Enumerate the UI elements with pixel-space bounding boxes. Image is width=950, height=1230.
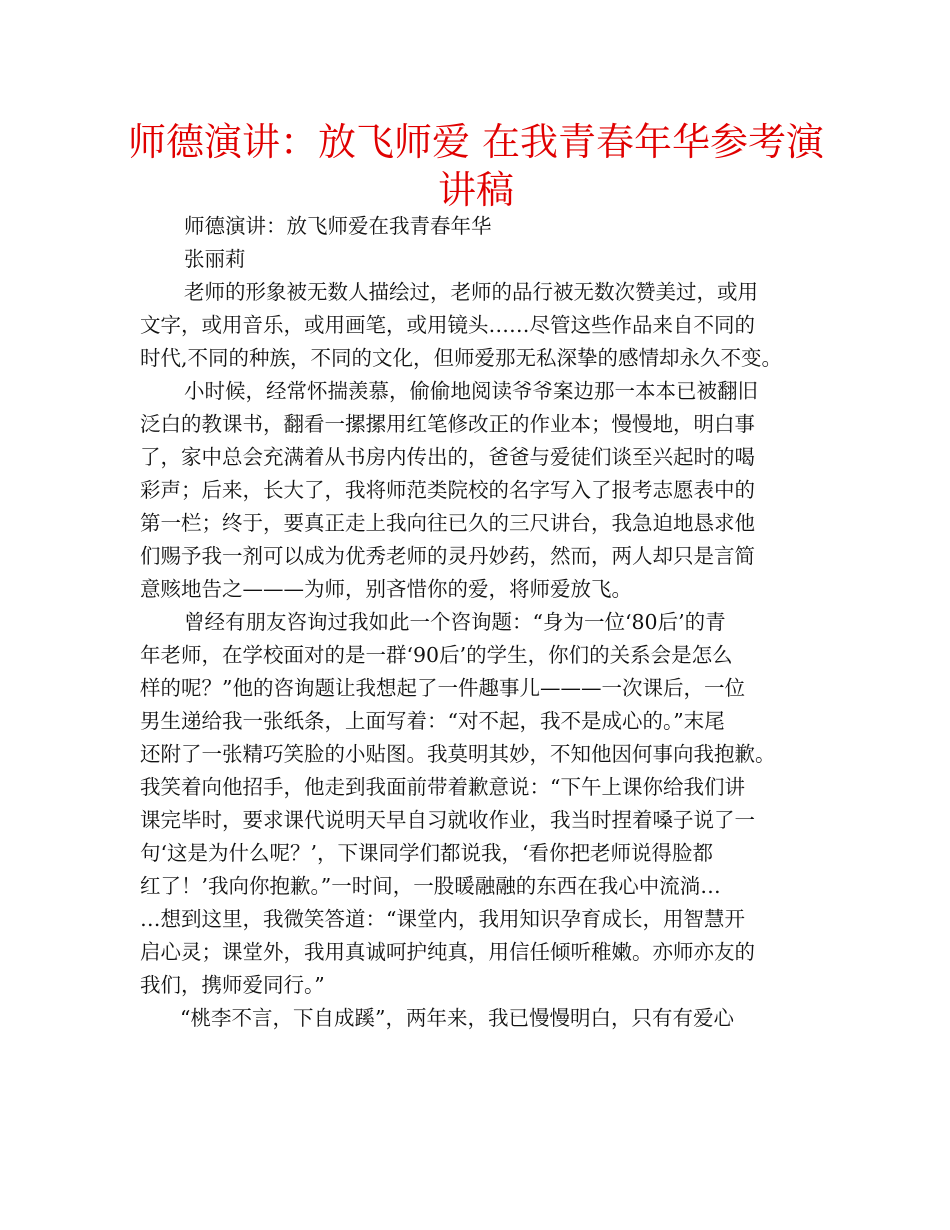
paragraph-3-line-6: 我笑着向他招手，他走到我面前带着歉意说：“下午上课你给我们讲: [140, 775, 745, 799]
paragraph-2-line-3: 了，家中总会充满着从书房内传出的，爸爸与爱徒们谈至兴起时的喝: [140, 445, 755, 469]
paragraph-1-line-3: 时代,不同的种族，不同的文化，但师爱那无私深挚的感情却永久不变。: [140, 346, 783, 370]
paragraph-3-line-7: 课完毕时，要求课代说明天早自习就收作业，我当时捏着嗓子说了一: [140, 808, 755, 832]
author-line: 张丽莉: [184, 247, 246, 271]
paragraph-3-line-5: 还附了一张精巧笑脸的小贴图。我莫明其妙，不知他因何事向我抱歉。: [140, 742, 776, 766]
paragraph-3-line-2: 年老师，在学校面对的是一群‘90后’的学生，你们的关系会是怎么: [140, 643, 733, 667]
paragraph-2-line-5: 第一栏；终于，要真正走上我向往已久的三尺讲台，我急迫地恳求他: [140, 511, 755, 535]
paragraph-2-line-4: 彩声；后来，长大了，我将师范类院校的名字写入了报考志愿表中的: [140, 478, 755, 502]
paragraph-3-line-11: 启心灵；课堂外，我用真诚呵护纯真，用信任倾听稚嫩。亦师亦友的: [140, 940, 755, 964]
paragraph-3-line-4: 男生递给我一张纸条，上面写着：“对不起，我不是成心的。”末尾: [140, 709, 725, 733]
paragraph-2-line-2: 泛白的教课书，翻看一摞摞用红笔修改正的作业本；慢慢地，明白事: [140, 412, 755, 436]
paragraph-3-line-1: 曾经有朋友咨询过我如此一个咨询题：“身为一位‘80后’的青: [184, 610, 726, 634]
paragraph-3-line-10: …想到这里，我微笑答道：“课堂内，我用知识孕育成长，用智慧开: [140, 907, 745, 931]
subtitle-line: 师德演讲：放飞师爱在我青春年华: [184, 214, 492, 238]
paragraph-1-line-2: 文字，或用音乐，或用画笔，或用镜头……尽管这些作品来自不同的: [140, 313, 755, 337]
document-body: [140, 210, 826, 1035]
paragraph-2-line-7: 意赅地告之———为师，别吝惜你的爱，将师爱放飞。: [140, 577, 632, 601]
title-line-1: 师德演讲：放飞师爱 在我青春年华参考演: [127, 120, 825, 164]
title-line-2: 讲稿: [437, 168, 514, 212]
document-title: [120, 118, 832, 214]
paragraph-3-line-3: 样的呢？”他的咨询题让我想起了一件趣事儿———一次课后，一位: [140, 676, 745, 700]
paragraph-1-line-1: 老师的形象被无数人描绘过，老师的品行被无数次赞美过，或用: [184, 280, 758, 304]
paragraph-2-line-6: 们赐予我一剂可以成为优秀老师的灵丹妙药，然而，两人却只是言简: [140, 544, 755, 568]
paragraph-3-line-12: 我们，携师爱同行。”: [140, 973, 325, 997]
paragraph-3-line-9: 红了！’我向你抱歉。”一时间，一股暖融融的东西在我心中流淌…: [140, 874, 721, 898]
paragraph-2-line-1: 小时候，经常怀揣羡慕，偷偷地阅读爷爷案边那一本本已被翻旧: [184, 379, 758, 403]
paragraph-4-line-1: “桃李不言，下自成蹊”，两年来，我已慢慢明白，只有有爱心: [180, 1006, 734, 1030]
paragraph-3-line-8: 句‘这是为什么呢？’，下课同学们都说我，‘看你把老师说得脸都: [140, 841, 714, 865]
